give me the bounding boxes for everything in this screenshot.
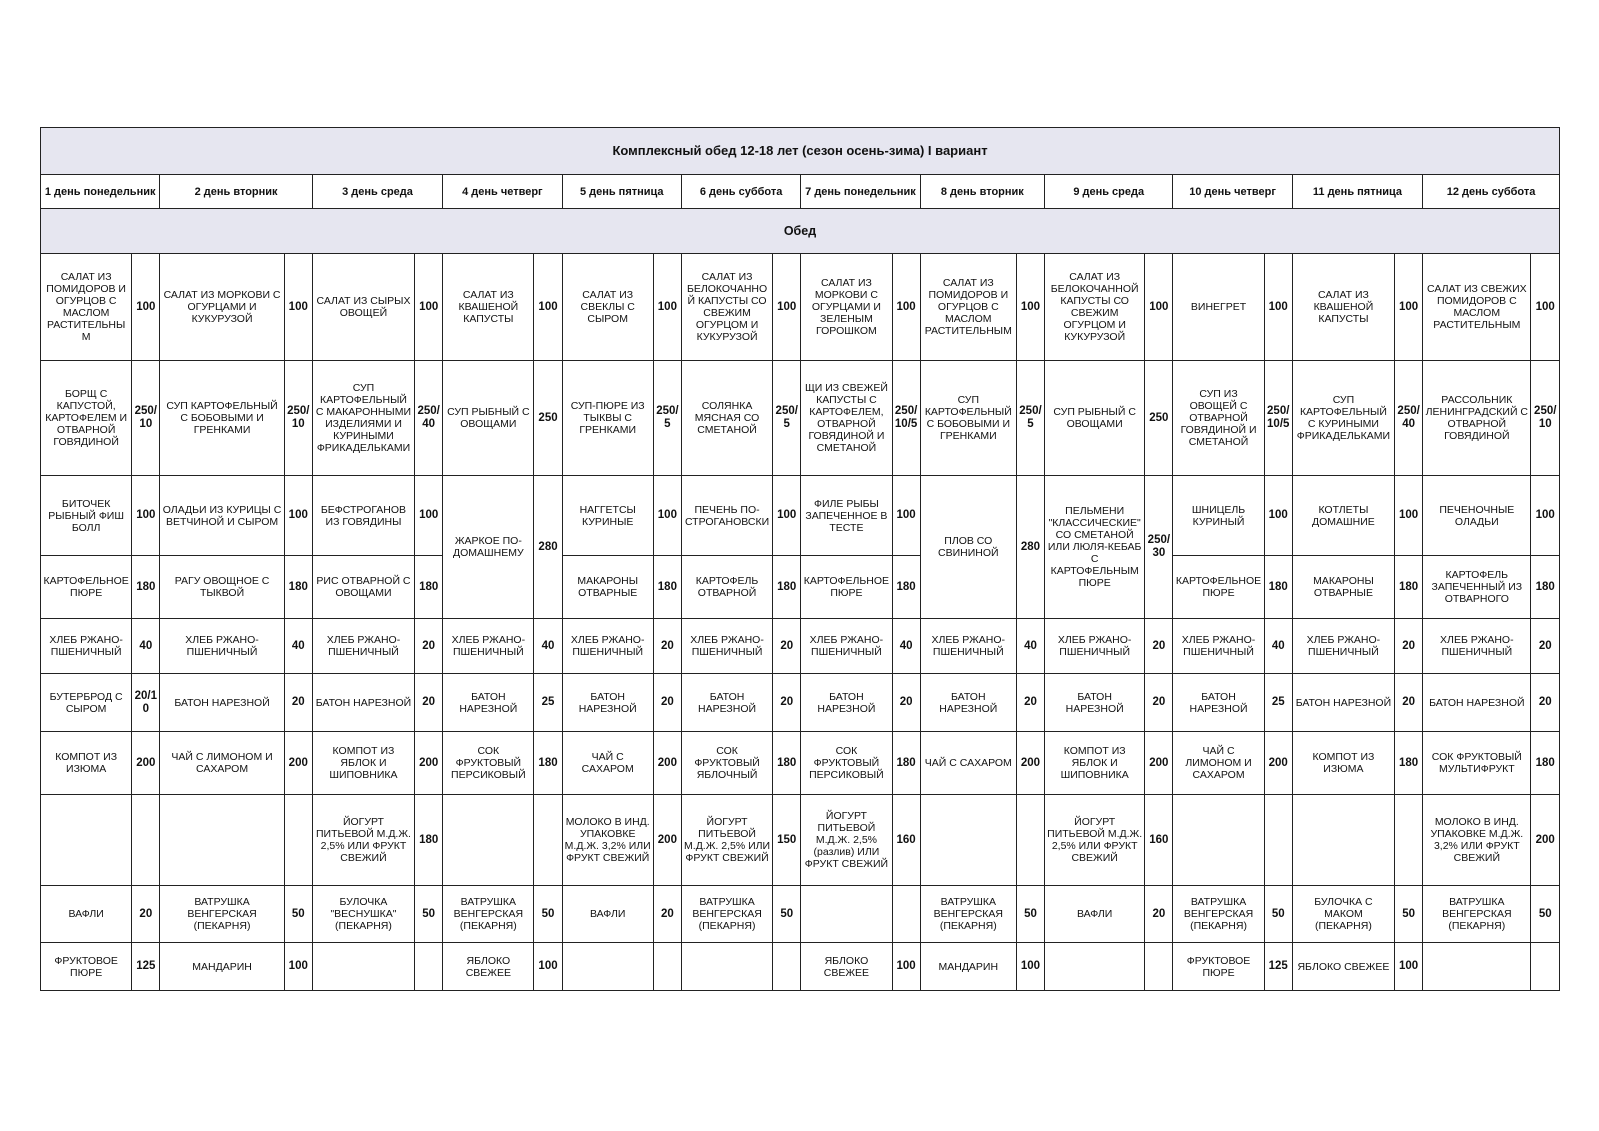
dish-name: САЛАТ ИЗ КВАШЕНОЙ КАПУСТЫ bbox=[1292, 254, 1394, 361]
day-header: 5 день пятница bbox=[562, 175, 681, 209]
dish-portion: 250/ 30 bbox=[1145, 476, 1173, 619]
dish-name: ЙОГУРТ ПИТЬЕВОЙ М.Д.Ж. 2,5% ИЛИ ФРУКТ СВЕЖИЙ bbox=[1045, 795, 1145, 886]
dish-portion: 20 bbox=[1145, 619, 1173, 674]
dish-portion: 100 bbox=[534, 943, 562, 991]
dish-portion: 50 bbox=[773, 886, 801, 943]
dish-name: СУП КАРТОФЕЛЬНЫЙ С МАКАРОННЫМИ ИЗДЕЛИЯМИ И КУРИНЫМИ ФРИКАДЕЛЬКАМИ bbox=[312, 361, 414, 476]
dish-name: САЛАТ ИЗ СВЕЖИХ ПОМИДОРОВ С МАСЛОМ РАСТИТЕЛЬНЫМ bbox=[1423, 254, 1531, 361]
dish-name bbox=[160, 795, 284, 886]
dish-name bbox=[443, 795, 534, 886]
dish-name: КАРТОФЕЛЬНОЕ ПЮРЕ bbox=[801, 556, 892, 619]
dish-portion: 20 bbox=[1016, 674, 1044, 732]
dish-portion: 250/ 5 bbox=[653, 361, 681, 476]
dish-portion: 20 bbox=[653, 619, 681, 674]
dish-portion: 25 bbox=[1264, 674, 1292, 732]
dish-name: ФРУКТОВОЕ ПЮРЕ bbox=[41, 943, 132, 991]
day-header: 2 день вторник bbox=[160, 175, 312, 209]
dish-portion: 20 bbox=[415, 674, 443, 732]
menu-row bbox=[41, 886, 1560, 943]
dish-name: БАТОН НАРЕЗНОЙ bbox=[920, 674, 1016, 732]
dish-name: ВАТРУШКА ВЕНГЕРСКАЯ (ПЕКАРНЯ) bbox=[160, 886, 284, 943]
dish-portion: 100 bbox=[1531, 476, 1560, 556]
dish-name bbox=[801, 886, 892, 943]
dish-portion: 20 bbox=[1395, 674, 1423, 732]
dish-name: СУП-ПЮРЕ ИЗ ТЫКВЫ С ГРЕНКАМИ bbox=[562, 361, 653, 476]
dish-name: КАРТОФЕЛЬ ОТВАРНОЙ bbox=[681, 556, 772, 619]
day-header: 9 день среда bbox=[1045, 175, 1173, 209]
dish-name: ЯБЛОКО СВЕЖЕЕ bbox=[1292, 943, 1394, 991]
dish-name: ХЛЕБ РЖАНО-ПШЕНИЧНЫЙ bbox=[41, 619, 132, 674]
dish-name: МОЛОКО В ИНД. УПАКОВКЕ М.Д.Ж. 3,2% ИЛИ ФРУКТ СВЕЖИЙ bbox=[562, 795, 653, 886]
dish-name: РИС ОТВАРНОЙ С ОВОЩАМИ bbox=[312, 556, 414, 619]
dish-portion: 20 bbox=[1531, 619, 1560, 674]
dish-portion: 40 bbox=[284, 619, 312, 674]
dish-portion bbox=[892, 886, 920, 943]
menu-row bbox=[41, 476, 1560, 556]
dish-portion: 180 bbox=[1395, 556, 1423, 619]
day-header: 3 день среда bbox=[312, 175, 442, 209]
dish-name: СУП РЫБНЫЙ С ОВОЩАМИ bbox=[443, 361, 534, 476]
dish-name: ВАФЛИ bbox=[41, 886, 132, 943]
dish-portion: 180 bbox=[534, 732, 562, 795]
dish-portion: 100 bbox=[415, 254, 443, 361]
dish-portion: 250/ 5 bbox=[1016, 361, 1044, 476]
dish-portion: 100 bbox=[1395, 254, 1423, 361]
dish-name: ВАТРУШКА ВЕНГЕРСКАЯ (ПЕКАРНЯ) bbox=[1173, 886, 1264, 943]
dish-portion: 50 bbox=[284, 886, 312, 943]
dish-name: КАРТОФЕЛЬ ЗАПЕЧЕННЫЙ ИЗ ОТВАРНОГО bbox=[1423, 556, 1531, 619]
dish-portion: 100 bbox=[284, 254, 312, 361]
dish-name: ФИЛЕ РЫБЫ ЗАПЕЧЕННОЕ В ТЕСТЕ bbox=[801, 476, 892, 556]
dish-portion: 50 bbox=[534, 886, 562, 943]
dish-portion: 160 bbox=[892, 795, 920, 886]
dish-portion: 180 bbox=[284, 556, 312, 619]
dish-portion: 125 bbox=[132, 943, 160, 991]
dish-portion: 100 bbox=[1395, 943, 1423, 991]
dish-name: САЛАТ ИЗ МОРКОВИ С ОГУРЦАМИ И ЗЕЛЕНЫМ ГОРОШКОМ bbox=[801, 254, 892, 361]
dish-portion: 180 bbox=[773, 556, 801, 619]
dish-portion: 100 bbox=[1264, 254, 1292, 361]
dish-name: МАКАРОНЫ ОТВАРНЫЕ bbox=[1292, 556, 1394, 619]
dish-name: КОМПОТ ИЗ ИЗЮМА bbox=[41, 732, 132, 795]
dish-portion: 280 bbox=[534, 476, 562, 619]
dish-portion: 200 bbox=[1264, 732, 1292, 795]
dish-name: ВАФЛИ bbox=[1045, 886, 1145, 943]
day-header: 4 день четверг bbox=[443, 175, 562, 209]
dish-portion: 100 bbox=[1016, 943, 1044, 991]
dish-portion bbox=[653, 943, 681, 991]
dish-name: БУТЕРБРОД С СЫРОМ bbox=[41, 674, 132, 732]
dish-name: ЙОГУРТ ПИТЬЕВОЙ М.Д.Ж. 2,5% (разлив) ИЛИ ФРУКТ СВЕЖИЙ bbox=[801, 795, 892, 886]
dish-portion: 250 bbox=[1145, 361, 1173, 476]
dish-portion: 50 bbox=[415, 886, 443, 943]
dish-name: СУП КАРТОФЕЛЬНЫЙ С БОБОВЫМИ И ГРЕНКАМИ bbox=[920, 361, 1016, 476]
dish-name: ХЛЕБ РЖАНО-ПШЕНИЧНЫЙ bbox=[1045, 619, 1145, 674]
dish-portion: 20 bbox=[1145, 886, 1173, 943]
dish-portion bbox=[1145, 943, 1173, 991]
dish-portion: 200 bbox=[284, 732, 312, 795]
dish-name: КОМПОТ ИЗ ЯБЛОК И ШИПОВНИКА bbox=[312, 732, 414, 795]
dish-name: БАТОН НАРЕЗНОЙ bbox=[562, 674, 653, 732]
dish-name: САЛАТ ИЗ ПОМИДОРОВ И ОГУРЦОВ С МАСЛОМ РАСТИТЕЛЬНЫМ bbox=[41, 254, 132, 361]
dish-name: БАТОН НАРЕЗНОЙ bbox=[1173, 674, 1264, 732]
dish-portion bbox=[1016, 795, 1044, 886]
dish-name: ХЛЕБ РЖАНО-ПШЕНИЧНЫЙ bbox=[1423, 619, 1531, 674]
dish-name: ЩИ ИЗ СВЕЖЕЙ КАПУСТЫ С КАРТОФЕЛЕМ, ОТВАРНОЙ ГОВЯДИНОЙ И СМЕТАНОЙ bbox=[801, 361, 892, 476]
dish-portion: 20 bbox=[1531, 674, 1560, 732]
dish-portion: 180 bbox=[1531, 732, 1560, 795]
dish-name: БАТОН НАРЕЗНОЙ bbox=[160, 674, 284, 732]
dish-portion: 40 bbox=[132, 619, 160, 674]
dish-portion: 250/ 5 bbox=[773, 361, 801, 476]
day-header: 10 день четверг bbox=[1173, 175, 1292, 209]
dish-name: РАГУ ОВОЩНОЕ С ТЫКВОЙ bbox=[160, 556, 284, 619]
day-header: 11 день пятница bbox=[1292, 175, 1422, 209]
dish-name: ЧАЙ С ЛИМОНОМ И САХАРОМ bbox=[160, 732, 284, 795]
dish-portion: 20 bbox=[415, 619, 443, 674]
dish-name: КОТЛЕТЫ ДОМАШНИЕ bbox=[1292, 476, 1394, 556]
dish-portion bbox=[284, 795, 312, 886]
dish-name: ЯБЛОКО СВЕЖЕЕ bbox=[801, 943, 892, 991]
dish-name: САЛАТ ИЗ КВАШЕНОЙ КАПУСТЫ bbox=[443, 254, 534, 361]
dish-name: ВАФЛИ bbox=[562, 886, 653, 943]
dish-portion: 125 bbox=[1264, 943, 1292, 991]
dish-portion: 180 bbox=[132, 556, 160, 619]
dish-name: ЧАЙ С ЛИМОНОМ И САХАРОМ bbox=[1173, 732, 1264, 795]
dish-portion: 200 bbox=[653, 795, 681, 886]
dish-name: ХЛЕБ РЖАНО-ПШЕНИЧНЫЙ bbox=[801, 619, 892, 674]
dish-name: ХЛЕБ РЖАНО-ПШЕНИЧНЫЙ bbox=[443, 619, 534, 674]
dish-name bbox=[1173, 795, 1264, 886]
dish-name: СОК ФРУКТОВЫЙ ПЕРСИКОВЫЙ bbox=[801, 732, 892, 795]
dish-portion: 250/ 10 bbox=[1531, 361, 1560, 476]
menu-row bbox=[41, 361, 1560, 476]
dish-name: САЛАТ ИЗ БЕЛОКОЧАННОЙ КАПУСТЫ СО СВЕЖИМ ОГУРЦОМ И КУКУРУЗОЙ bbox=[681, 254, 772, 361]
dish-name: ХЛЕБ РЖАНО-ПШЕНИЧНЫЙ bbox=[920, 619, 1016, 674]
dish-portion: 250/ 10/5 bbox=[892, 361, 920, 476]
dish-name: ПЕЧЕНОЧНЫЕ ОЛАДЬИ bbox=[1423, 476, 1531, 556]
dish-name: ВАТРУШКА ВЕНГЕРСКАЯ (ПЕКАРНЯ) bbox=[443, 886, 534, 943]
table-title-row bbox=[41, 128, 1560, 175]
dish-portion: 100 bbox=[892, 943, 920, 991]
dish-portion: 20 bbox=[773, 619, 801, 674]
dish-portion: 150 bbox=[773, 795, 801, 886]
dish-name: КОМПОТ ИЗ ЯБЛОК И ШИПОВНИКА bbox=[1045, 732, 1145, 795]
dish-portion: 40 bbox=[534, 619, 562, 674]
dish-portion: 100 bbox=[415, 476, 443, 556]
dish-name: СОК ФРУКТОВЫЙ ЯБЛОЧНЫЙ bbox=[681, 732, 772, 795]
dish-portion: 280 bbox=[1016, 476, 1044, 619]
dish-name bbox=[1423, 943, 1531, 991]
dish-name: БАТОН НАРЕЗНОЙ bbox=[801, 674, 892, 732]
dish-name: СУП РЫБНЫЙ С ОВОЩАМИ bbox=[1045, 361, 1145, 476]
dish-portion: 100 bbox=[892, 476, 920, 556]
dish-portion bbox=[1395, 795, 1423, 886]
dish-name: ПЕЛЬМЕНИ "КЛАССИЧЕСКИЕ" СО СМЕТАНОЙ ИЛИ ЛЮЛЯ-КЕБАБ С КАРТОФЕЛЬНЫМ ПЮРЕ bbox=[1045, 476, 1145, 619]
dish-name: ПЛОВ СО СВИНИНОЙ bbox=[920, 476, 1016, 619]
menu-table bbox=[40, 127, 1560, 991]
section-row bbox=[41, 209, 1560, 254]
dish-name: МОЛОКО В ИНД. УПАКОВКЕ М.Д.Ж. 3,2% ИЛИ ФРУКТ СВЕЖИЙ bbox=[1423, 795, 1531, 886]
dish-name: ЙОГУРТ ПИТЬЕВОЙ М.Д.Ж. 2,5% ИЛИ ФРУКТ СВЕЖИЙ bbox=[681, 795, 772, 886]
dish-name: СОК ФРУКТОВЫЙ МУЛЬТИФРУКТ bbox=[1423, 732, 1531, 795]
dish-name: ХЛЕБ РЖАНО-ПШЕНИЧНЫЙ bbox=[160, 619, 284, 674]
dish-portion: 100 bbox=[1531, 254, 1560, 361]
dish-name: БАТОН НАРЕЗНОЙ bbox=[681, 674, 772, 732]
dish-portion: 20 bbox=[284, 674, 312, 732]
dish-portion: 100 bbox=[653, 476, 681, 556]
dish-name: БАТОН НАРЕЗНОЙ bbox=[1292, 674, 1394, 732]
dish-portion: 50 bbox=[1016, 886, 1044, 943]
dish-portion: 20 bbox=[132, 886, 160, 943]
dish-portion: 200 bbox=[132, 732, 160, 795]
dish-portion: 40 bbox=[892, 619, 920, 674]
dish-portion: 40 bbox=[1016, 619, 1044, 674]
dish-name: САЛАТ ИЗ МОРКОВИ С ОГУРЦАМИ И КУКУРУЗОЙ bbox=[160, 254, 284, 361]
dish-name: БАТОН НАРЕЗНОЙ bbox=[1045, 674, 1145, 732]
dish-portion: 100 bbox=[1264, 476, 1292, 556]
dish-portion: 250/ 10 bbox=[132, 361, 160, 476]
dish-name: ШНИЦЕЛЬ КУРИНЫЙ bbox=[1173, 476, 1264, 556]
dish-portion: 250/ 10/5 bbox=[1264, 361, 1292, 476]
dish-portion bbox=[132, 795, 160, 886]
dish-name: САЛАТ ИЗ СЫРЫХ ОВОЩЕЙ bbox=[312, 254, 414, 361]
dish-name: СУП КАРТОФЕЛЬНЫЙ С КУРИНЫМИ ФРИКАДЕЛЬКАМИ bbox=[1292, 361, 1394, 476]
dish-portion: 200 bbox=[1016, 732, 1044, 795]
dish-name: БАТОН НАРЕЗНОЙ bbox=[443, 674, 534, 732]
dish-name: СУП КАРТОФЕЛЬНЫЙ С БОБОВЫМИ И ГРЕНКАМИ bbox=[160, 361, 284, 476]
dish-portion: 100 bbox=[892, 254, 920, 361]
dish-name: ФРУКТОВОЕ ПЮРЕ bbox=[1173, 943, 1264, 991]
dish-name: ЧАЙ С САХАРОМ bbox=[562, 732, 653, 795]
dish-name: БИТОЧЕК РЫБНЫЙ ФИШ БОЛЛ bbox=[41, 476, 132, 556]
dish-portion: 180 bbox=[1395, 732, 1423, 795]
dish-portion: 180 bbox=[892, 732, 920, 795]
dish-name bbox=[681, 943, 772, 991]
dish-name: САЛАТ ИЗ СВЕКЛЫ С СЫРОМ bbox=[562, 254, 653, 361]
dish-name: НАГГЕТСЫ КУРИНЫЕ bbox=[562, 476, 653, 556]
dish-portion: 40 bbox=[1264, 619, 1292, 674]
dish-portion: 180 bbox=[415, 795, 443, 886]
dish-name: СОЛЯНКА МЯСНАЯ СО СМЕТАНОЙ bbox=[681, 361, 772, 476]
section-title: Обед bbox=[41, 209, 1560, 254]
dish-name: КОМПОТ ИЗ ИЗЮМА bbox=[1292, 732, 1394, 795]
dish-portion: 250/ 40 bbox=[1395, 361, 1423, 476]
day-header: 8 день вторник bbox=[920, 175, 1044, 209]
dish-portion: 100 bbox=[284, 943, 312, 991]
dish-name bbox=[1292, 795, 1394, 886]
dish-portion bbox=[1264, 795, 1292, 886]
menu-row bbox=[41, 254, 1560, 361]
menu-row bbox=[41, 943, 1560, 991]
dish-name: МАНДАРИН bbox=[160, 943, 284, 991]
day-header: 6 день суббота bbox=[681, 175, 800, 209]
dish-portion: 100 bbox=[773, 254, 801, 361]
dish-name: СУП ИЗ ОВОЩЕЙ С ОТВАРНОЙ ГОВЯДИНОЙ И СМЕТАНОЙ bbox=[1173, 361, 1264, 476]
dish-portion: 100 bbox=[1145, 254, 1173, 361]
dish-portion bbox=[1531, 943, 1560, 991]
dish-portion: 50 bbox=[1264, 886, 1292, 943]
dish-name: БАТОН НАРЕЗНОЙ bbox=[1423, 674, 1531, 732]
dish-portion: 180 bbox=[892, 556, 920, 619]
dish-name bbox=[312, 943, 414, 991]
dish-portion: 20/1 0 bbox=[132, 674, 160, 732]
menu-row bbox=[41, 619, 1560, 674]
dish-portion: 20 bbox=[653, 674, 681, 732]
menu-row bbox=[41, 674, 1560, 732]
dish-portion: 200 bbox=[1531, 795, 1560, 886]
dish-portion: 160 bbox=[1145, 795, 1173, 886]
dish-name: БЕФСТРОГАНОВ ИЗ ГОВЯДИНЫ bbox=[312, 476, 414, 556]
day-header: 7 день понедельник bbox=[801, 175, 920, 209]
dish-portion: 50 bbox=[1531, 886, 1560, 943]
dish-name: ХЛЕБ РЖАНО-ПШЕНИЧНЫЙ bbox=[1292, 619, 1394, 674]
dish-portion: 200 bbox=[653, 732, 681, 795]
dish-portion: 20 bbox=[892, 674, 920, 732]
dish-portion: 100 bbox=[284, 476, 312, 556]
dish-name: САЛАТ ИЗ ПОМИДОРОВ И ОГУРЦОВ С МАСЛОМ РАСТИТЕЛЬНЫМ bbox=[920, 254, 1016, 361]
dish-name: ХЛЕБ РЖАНО-ПШЕНИЧНЫЙ bbox=[681, 619, 772, 674]
dish-portion: 25 bbox=[534, 674, 562, 732]
dish-name: ХЛЕБ РЖАНО-ПШЕНИЧНЫЙ bbox=[312, 619, 414, 674]
day-header: 1 день понедельник bbox=[41, 175, 160, 209]
dish-name: ЙОГУРТ ПИТЬЕВОЙ М.Д.Ж. 2,5% ИЛИ ФРУКТ СВЕЖИЙ bbox=[312, 795, 414, 886]
dish-portion: 200 bbox=[1145, 732, 1173, 795]
dish-portion: 180 bbox=[773, 732, 801, 795]
dish-portion: 20 bbox=[773, 674, 801, 732]
dish-portion: 100 bbox=[132, 254, 160, 361]
menu-row bbox=[41, 556, 1560, 619]
dish-name: БУЛОЧКА С МАКОМ (ПЕКАРНЯ) bbox=[1292, 886, 1394, 943]
dish-name: БОРЩ С КАПУСТОЙ, КАРТОФЕЛЕМ И ОТВАРНОЙ ГОВЯДИНОЙ bbox=[41, 361, 132, 476]
dish-name: ХЛЕБ РЖАНО-ПШЕНИЧНЫЙ bbox=[1173, 619, 1264, 674]
dish-name: РАССОЛЬНИК ЛЕНИНГРАДСКИЙ С ОТВАРНОЙ ГОВЯДИНОЙ bbox=[1423, 361, 1531, 476]
dish-name: ЧАЙ С САХАРОМ bbox=[920, 732, 1016, 795]
dish-portion bbox=[773, 943, 801, 991]
dish-portion: 180 bbox=[415, 556, 443, 619]
dish-name: БАТОН НАРЕЗНОЙ bbox=[312, 674, 414, 732]
dish-name: САЛАТ ИЗ БЕЛОКОЧАННОЙ КАПУСТЫ СО СВЕЖИМ ОГУРЦОМ И КУКУРУЗОЙ bbox=[1045, 254, 1145, 361]
dish-portion: 250/ 10 bbox=[284, 361, 312, 476]
dish-portion: 100 bbox=[773, 476, 801, 556]
dish-name: ВИНЕГРЕТ bbox=[1173, 254, 1264, 361]
dish-name: КАРТОФЕЛЬНОЕ ПЮРЕ bbox=[41, 556, 132, 619]
dish-name: СОК ФРУКТОВЫЙ ПЕРСИКОВЫЙ bbox=[443, 732, 534, 795]
dish-name: ВАТРУШКА ВЕНГЕРСКАЯ (ПЕКАРНЯ) bbox=[920, 886, 1016, 943]
menu-row bbox=[41, 795, 1560, 886]
menu-sheet bbox=[40, 127, 1560, 991]
dish-portion: 250 bbox=[534, 361, 562, 476]
dish-portion bbox=[415, 943, 443, 991]
dish-portion: 180 bbox=[653, 556, 681, 619]
dish-name: ЖАРКОЕ ПО-ДОМАШНЕМУ bbox=[443, 476, 534, 619]
dish-name bbox=[1045, 943, 1145, 991]
dish-name: ВАТРУШКА ВЕНГЕРСКАЯ (ПЕКАРНЯ) bbox=[681, 886, 772, 943]
dish-name: МАКАРОНЫ ОТВАРНЫЕ bbox=[562, 556, 653, 619]
dish-name bbox=[41, 795, 132, 886]
dish-portion: 200 bbox=[415, 732, 443, 795]
dish-name: ЯБЛОКО СВЕЖЕЕ bbox=[443, 943, 534, 991]
dish-name bbox=[562, 943, 653, 991]
dish-portion: 100 bbox=[1016, 254, 1044, 361]
days-header-row bbox=[41, 175, 1560, 209]
dish-portion: 250/ 40 bbox=[415, 361, 443, 476]
dish-name: КАРТОФЕЛЬНОЕ ПЮРЕ bbox=[1173, 556, 1264, 619]
dish-portion: 20 bbox=[1395, 619, 1423, 674]
dish-portion: 20 bbox=[1145, 674, 1173, 732]
dish-portion: 180 bbox=[1264, 556, 1292, 619]
menu-row bbox=[41, 732, 1560, 795]
dish-portion: 100 bbox=[132, 476, 160, 556]
dish-name bbox=[920, 795, 1016, 886]
dish-portion bbox=[534, 795, 562, 886]
dish-name: БУЛОЧКА "ВЕСНУШКА" (ПЕКАРНЯ) bbox=[312, 886, 414, 943]
dish-portion: 180 bbox=[1531, 556, 1560, 619]
dish-name: ПЕЧЕНЬ ПО-СТРОГАНОВСКИ bbox=[681, 476, 772, 556]
dish-portion: 100 bbox=[534, 254, 562, 361]
day-header: 12 день суббота bbox=[1423, 175, 1560, 209]
dish-portion: 20 bbox=[653, 886, 681, 943]
dish-name: МАНДАРИН bbox=[920, 943, 1016, 991]
dish-name: ВАТРУШКА ВЕНГЕРСКАЯ (ПЕКАРНЯ) bbox=[1423, 886, 1531, 943]
dish-name: ОЛАДЬИ ИЗ КУРИЦЫ С ВЕТЧИНОЙ И СЫРОМ bbox=[160, 476, 284, 556]
dish-portion: 100 bbox=[1395, 476, 1423, 556]
menu-title: Комплексный обед 12-18 лет (сезон осень-зима) I вариант bbox=[41, 128, 1560, 175]
dish-portion: 50 bbox=[1395, 886, 1423, 943]
dish-portion: 100 bbox=[653, 254, 681, 361]
dish-name: ХЛЕБ РЖАНО-ПШЕНИЧНЫЙ bbox=[562, 619, 653, 674]
